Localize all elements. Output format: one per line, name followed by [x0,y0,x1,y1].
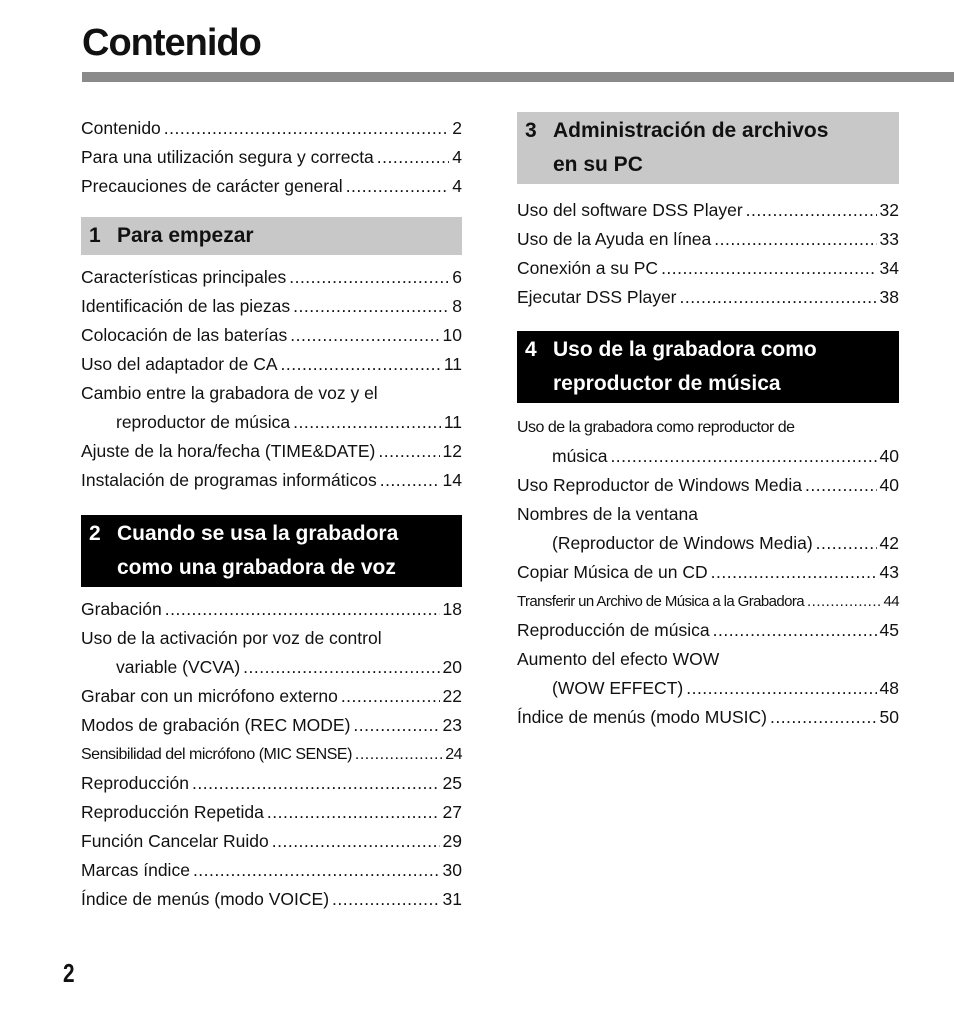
toc-entry[interactable]: Modos de grabación (REC MODE) ..... 23 [81,711,462,740]
left-column [81,114,462,914]
toc-entry[interactable]: Características principales ..... 6 [81,263,462,292]
toc-entry[interactable]: Uso Reproductor de Windows Media ..... 40 [517,471,899,500]
section-2-list [81,595,462,914]
toc-entry[interactable]: Colocación de las baterías ..... 10 [81,321,462,350]
toc-entry-continued[interactable]: reproductor de música ..... 11 [81,408,462,437]
toc-entry[interactable]: Contenido ..... 2 [81,114,462,143]
page-title: Contenido [82,22,261,64]
toc-entry[interactable]: Reproducción ..... 25 [81,769,462,798]
toc-entry[interactable]: Copiar Música de un CD ..... 43 [517,558,899,587]
toc-entry[interactable]: Cambio entre la grabadora de voz y el [81,383,378,403]
toc-entry[interactable]: Instalación de programas informáticos ..... 14 [81,466,462,495]
toc-entry-continued[interactable]: música ..... 40 [517,442,899,471]
toc-entry[interactable]: Para una utilización segura y correcta ..... 4 [81,143,462,172]
toc-entry[interactable]: Marcas índice ..... 30 [81,856,462,885]
section-4-list [517,413,899,732]
toc-entry[interactable]: Uso de la Ayuda en línea ..... 33 [517,225,899,254]
toc-entry[interactable]: Transferir un Archivo de Música a la Grabadora ..... 44 [517,587,899,616]
toc-entry[interactable]: Reproducción de música ..... 45 [517,616,899,645]
toc-entry[interactable]: Ajuste de la hora/fecha (TIME&DATE) ..... 12 [81,437,462,466]
toc-entry[interactable]: Grabación ..... 18 [81,595,462,624]
section-3-list [517,196,899,312]
toc-entry[interactable]: Grabar con un micrófono externo ..... 22 [81,682,462,711]
toc-entry[interactable]: Índice de menús (modo VOICE) ..... 31 [81,885,462,914]
toc-entry[interactable]: Nombres de la ventana [517,504,698,524]
toc-entry[interactable]: Uso del adaptador de CA ..... 11 [81,350,462,379]
toc-entry[interactable]: Aumento del efecto WOW [517,649,720,669]
toc-entry[interactable]: Uso de la grabadora como reproductor de [517,419,795,436]
right-column [517,112,899,732]
title-rule [82,72,954,82]
toc-entry[interactable]: Identificación de las piezas ..... 8 [81,292,462,321]
toc-entry[interactable]: Reproducción Repetida ..... 27 [81,798,462,827]
toc-entry[interactable]: Conexión a su PC ..... 34 [517,254,899,283]
toc-entry[interactable]: Ejecutar DSS Player ..... 38 [517,283,899,312]
toc-entry[interactable]: Función Cancelar Ruido ..... 29 [81,827,462,856]
section-header-4: 4 Uso de la grabadora como reproductor de música [517,331,899,403]
toc-entry-continued[interactable]: variable (VCVA) ..... 20 [81,653,462,682]
toc-entry-continued[interactable]: (Reproductor de Windows Media) ..... 42 [517,529,899,558]
section-header-2: 2 Cuando se usa la grabadora como una grabadora de voz [81,515,462,587]
toc-entry[interactable]: Uso de la activación por voz de control [81,628,382,648]
section-1-list [81,263,462,495]
toc-entry[interactable]: Sensibilidad del micrófono (MIC SENSE) ..... 24 [81,740,462,769]
toc-entry-continued[interactable]: (WOW EFFECT) ..... 48 [517,674,899,703]
page-number: 2 [63,958,75,988]
intro-list [81,114,462,201]
toc-entry[interactable]: Índice de menús (modo MUSIC) ..... 50 [517,703,899,732]
toc-entry[interactable]: Uso del software DSS Player ..... 32 [517,196,899,225]
section-header-3: 3 Administración de archivos en su PC [517,112,899,184]
toc-entry[interactable]: Precauciones de carácter general ..... 4 [81,172,462,201]
section-header-1: 1 Para empezar [81,217,462,255]
